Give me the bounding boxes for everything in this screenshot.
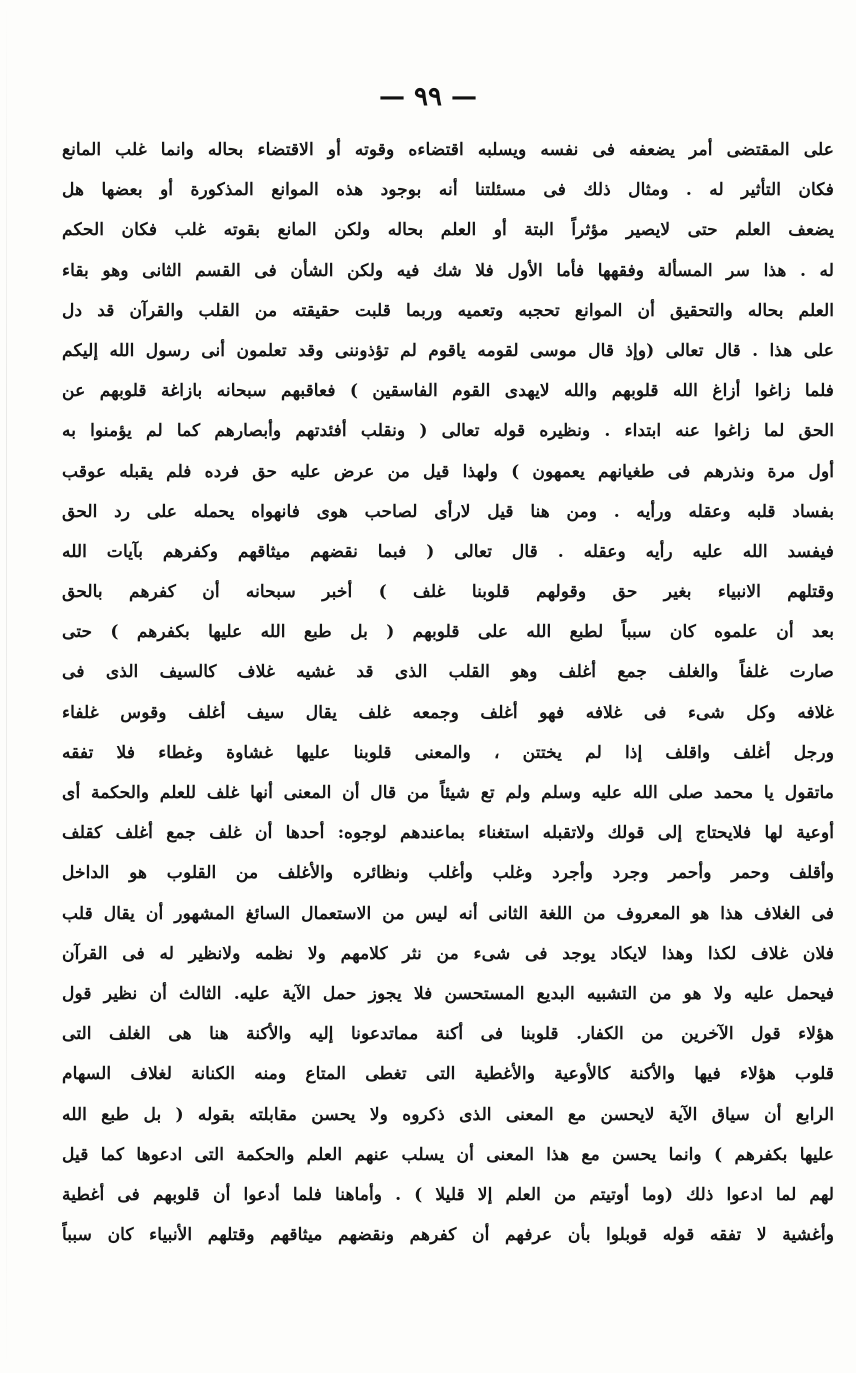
text-line: على هذا . قال تعالى (وإذ قال موسى لقومه ياقوم لم تؤذوننى وقد تعلمون أنى رسول الله إليكم <box>62 340 834 361</box>
text-line: ماتقول يا محمد صلى الله عليه وسلم ولم تع شيئاً من قال أن المعنى أنها غلف للعلم والحكمة أى <box>62 783 834 803</box>
text-line: يضعف العلم حتى لايصير مؤثراً البتة أو العلم بحاله ولكن المانع بقوته غلب فكان الحكم <box>62 220 834 241</box>
text-line: فلما زاغوا أزاغ الله قلوبهم والله لايهدى القوم الفاسقين ) فعاقبهم سبحانه بازاغة قلوبهم عن <box>62 381 834 402</box>
text-line: بعد أن علموه كان سبباً لطبع الله على قلوبهم ( بل طبع الله عليها بكفرهم ) حتى <box>62 622 834 643</box>
text-line: بفساد قلبه وعقله ورأيه . ومن هنا قيل لارأى لصاحب هوى فانهواه يحمله على رد الحق <box>62 501 834 522</box>
text-line: أول مرة ونذرهم فى طغيانهم يعمهون ) ولهذا قيل من عرض عليه حق فرده فلم يقبله عوقب <box>62 461 834 482</box>
text-line: قلوب هؤلاء فيها والأكنة كالأوعية والأغطية التى تغطى المتاع ومنه الكنانة لغلاف السهام <box>62 1064 834 1085</box>
text-line: لهم لما ادعوا ذلك (وما أوتيتم من العلم إلا قليلا ) . وأماهنا فلما أدعوا أن قلوبهم فى أغطية <box>62 1184 834 1205</box>
text-line: فيحمل عليه ولا هو من التشبيه البديع المستحسن فلا يجوز حمل الآية عليه. الثالث أن نظير قول <box>62 983 834 1004</box>
text-line: وأقلف وحمر وأحمر وجرد وأجرد وغلب وأغلب ونظائره والأغلف من القلوب هو الداخل <box>62 863 834 884</box>
page-number: — ٩٩ — <box>378 82 478 112</box>
text-line: فى الغلاف هذا هو المعروف من اللغة الثانى أنه ليس من الاستعمال السائغ المشهور أن يقال قلب <box>62 903 834 924</box>
page-edge-shadow <box>6 0 7 1373</box>
text-line: وقتلهم الانبياء بغير حق وقولهم قلوبنا غلف ) أخبر سبحانه أن كفرهم بالحق <box>62 582 834 603</box>
text-line: أوعية لها فلايحتاج إلى قولك ولاتقبله استغناء بماعندهم لوجوه: أحدها أن غلف جمع أغلف كقلف <box>62 823 834 844</box>
text-line: فكان التأثير له . ومثال ذلك فى مسئلتنا أنه بوجود هذه الموانع المذكورة أو بعضها هل <box>62 180 834 201</box>
text-line: صارت غلفاً والغلف جمع أغلف وهو القلب الذى قد غشيه غلاف كالسيف الذى فى <box>62 662 834 683</box>
text-line: الرابع أن سياق الآية لايحسن مع المعنى الذى ذكروه ولا يحسن مقابلته بقوله ( بل طبع الله <box>62 1104 834 1125</box>
text-line: ورجل أغلف واقلف إذا لم يختتن ، والمعنى قلوبنا عليها غشاوة وغطاء فلا تفقه <box>62 742 834 763</box>
text-line: له . هذا سر المسألة وفقهها فأما الأول فلا شك فيه ولكن الشأن فى القسم الثانى وهو بقاء <box>62 260 834 281</box>
body-text <box>62 130 834 1255</box>
text-line: الحق لما زاغوا عنه ابتداء . ونظيره قوله تعالى ( ونقلب أفئدتهم وأبصارهم كما لم يؤمنوا به <box>62 421 834 442</box>
text-line: غلافه وكل شىء فى غلافه فهو أغلف وجمعه غلف يقال سيف أغلف وقوس غلفاء <box>62 702 834 723</box>
text-line: وأغشية لا تفقه قوله قوبلوا بأن عرفهم أن كفرهم ونقضهم ميثاقهم وقتلهم الأنبياء كان سبباً <box>62 1225 834 1246</box>
text-line: العلم بحاله والتحقيق أن الموانع تحجبه وتعميه وربما قلبت حقيقته من القلب والقرآن قد دل <box>62 300 834 321</box>
text-line: هؤلاء قول الآخرين من الكفار. قلوبنا فى أكنة مماتدعونا إليه والأكنة هنا هى الغلف التى <box>62 1024 834 1045</box>
text-line: فيفسد الله عليه رأيه وعقله . قال تعالى ( فبما نقضهم ميثاقهم وكفرهم بآيات الله <box>62 541 834 562</box>
text-line: عليها بكفرهم ) وانما يحسن مع هذا المعنى أن يسلب عنهم العلم والحكمة التى ادعوها كما قيل <box>62 1144 834 1165</box>
text-line: فلان غلاف لكذا وهذا لايكاد يوجد فى شىء من نثر كلامهم ولا نظمه ولانظير له فى القرآن <box>62 943 834 964</box>
text-line: على المقتضى أمر يضعفه فى نفسه ويسلبه اقتضاءه وقوته أو الاقتضاء بحاله وانما غلب المانع <box>62 140 834 160</box>
